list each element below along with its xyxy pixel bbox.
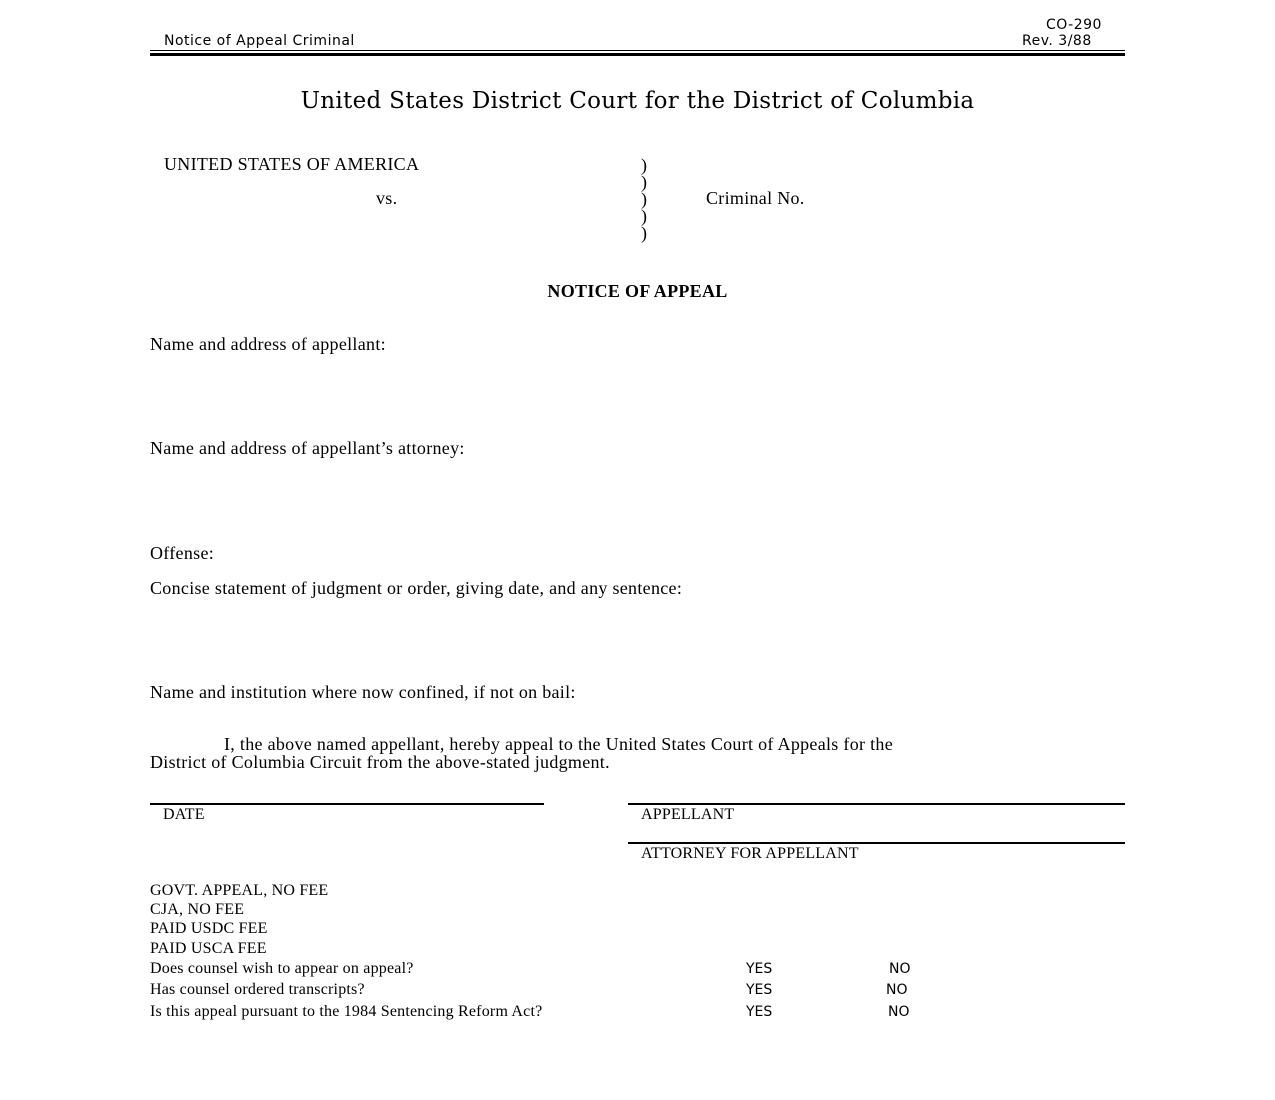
plaintiff-name: UNITED STATES OF AMERICA: [164, 154, 420, 174]
appellant-signature-line: [628, 803, 1125, 805]
appeal-statement-line-2: District of Columbia Circuit from the above-stated judgment.: [150, 752, 610, 772]
confinement-field-label: Name and institution where now confined, if not on bail:: [150, 682, 576, 702]
yes-option: YES: [746, 1004, 773, 1020]
question-label: Does counsel wish to appear on appeal?: [150, 960, 414, 977]
header-rule-bottom: [150, 53, 1125, 56]
fee-item: PAID USCA FEE: [150, 940, 267, 957]
header-left-label: Notice of Appeal Criminal: [164, 33, 355, 49]
no-option: NO: [888, 1004, 910, 1020]
date-signature-line: [150, 803, 544, 805]
fee-item: CJA, NO FEE: [150, 901, 245, 918]
judgment-field-label: Concise statement of judgment or order, giving date, and any sentence:: [150, 578, 683, 598]
no-option: NO: [886, 982, 908, 998]
offense-field-label: Offense:: [150, 543, 215, 563]
header-rule-top: [150, 50, 1125, 51]
question-label: Is this appeal pursuant to the 1984 Sentencing Reform Act?: [150, 1003, 543, 1020]
caption-paren: ): [641, 172, 648, 192]
appellant-label: APPELLANT: [641, 806, 735, 823]
fee-item: PAID USDC FEE: [150, 920, 268, 937]
form-number: CO-290: [1046, 17, 1102, 33]
form-revision: Rev. 3/88: [1022, 33, 1092, 49]
fee-item: GOVT. APPEAL, NO FEE: [150, 882, 329, 899]
no-option: NO: [889, 961, 911, 977]
appeal-statement-line-1: I, the above named appellant, hereby appeal to the United States Court of Appeals for the: [224, 734, 893, 754]
yes-option: YES: [746, 961, 773, 977]
caption-paren: ): [641, 189, 648, 209]
document-title: NOTICE OF APPEAL: [547, 281, 728, 301]
appellant-field-label: Name and address of appellant:: [150, 334, 386, 354]
attorney-label: ATTORNEY FOR APPELLANT: [641, 845, 859, 862]
attorney-field-label: Name and address of appellant’s attorney:: [150, 438, 465, 458]
versus-label: vs.: [376, 188, 398, 208]
caption-paren: ): [641, 206, 648, 226]
caption-paren: ): [641, 223, 648, 243]
yes-option: YES: [746, 982, 773, 998]
date-label: DATE: [163, 806, 205, 823]
attorney-signature-line: [628, 842, 1125, 844]
criminal-number-label: Criminal No.: [706, 188, 805, 208]
caption-paren: ): [641, 155, 648, 175]
question-label: Has counsel ordered transcripts?: [150, 981, 365, 998]
court-title: United States District Court for the District of Columbia: [300, 88, 975, 114]
